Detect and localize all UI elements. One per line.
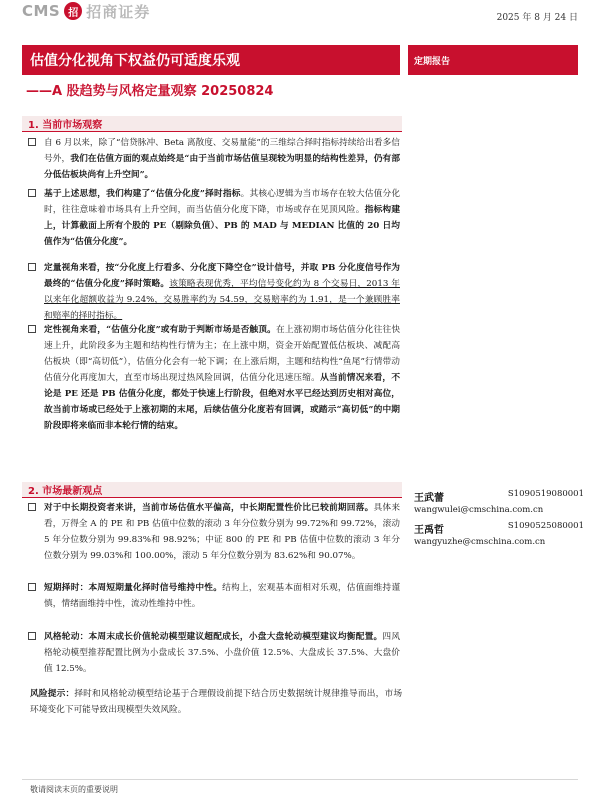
footer-disclaimer: 敬请阅读末页的重要说明 [30, 785, 118, 794]
bullet-square-icon [28, 189, 36, 197]
bullet-paragraph [30, 135, 400, 183]
analyst-license: S1090525080001 [507, 521, 584, 531]
footer-divider [22, 779, 578, 780]
section-heading-market-views: 2. 市场最新观点 [22, 482, 402, 498]
analyst-name: 王禹哲 [414, 525, 444, 536]
analyst-name: 王武蕾 [414, 493, 444, 504]
risk-text: 择时和风格轮动模型结论基于合理假设前提下结合历史数据统计规律推导而出，市场环境变化下可能导致出现模型失效风险。 [30, 689, 403, 715]
paragraph-text: 。其核心逻辑为当市场存在较大估值分化时，往往意味着市场具有上升空间，而当估值分化度下降，市场或存在见顶风险。 [44, 189, 401, 215]
paragraph-bold-text: 短期择时：本周短期量化择时信号维持中性。 [44, 583, 223, 593]
logo-cms-text: CMS [22, 2, 61, 20]
paragraph-bold-text: 定性视角来看，“估值分化度”或有助于判断市场是否触顶。 [44, 325, 277, 335]
bullet-square-icon [28, 325, 36, 333]
analyst-row [414, 521, 584, 536]
analyst-email[interactable]: wangyuzhe@cmschina.com.cn [414, 537, 546, 547]
company-logo [22, 0, 150, 22]
bullet-paragraph [30, 322, 400, 434]
analyst-email[interactable]: wangwulei@cmschina.com.cn [414, 505, 544, 515]
logo-chinese-text: 招商证券 [86, 2, 151, 21]
analyst-panel [414, 487, 584, 553]
risk-warning [30, 686, 402, 718]
analyst-license: S1090519080001 [507, 489, 584, 499]
paragraph-bold-text: 指标构建上，计算截面上所有个股的 PE（剔除负值）、PB 的 MAD 与 MEDIAN 比值的 20 日均值作为“估值分化度”。 [44, 205, 401, 247]
paragraph-bold-text: 基于上述思想，我们构建了“估值分化度”择时指标 [44, 189, 241, 199]
bullet-square-icon [28, 632, 36, 640]
bullet-square-icon [28, 263, 36, 271]
paragraph-bold-text: 风格轮动：本周末成长价值轮动模型建议超配成长，小盘大盘轮动模型建议均衡配置。 [44, 632, 383, 642]
logo-mark-icon: 招 [64, 2, 82, 20]
report-title: 估值分化视角下权益仍可适度乐观 [22, 45, 400, 75]
bullet-paragraph [30, 629, 400, 677]
bullet-square-icon [28, 583, 36, 591]
paragraph-bold-text: 定量视角来看，按“分化度上行看多、分化度下降空仓”设计信号，并取 PB 分化度信号作为最终的“估值分化度”择时策略。 [44, 263, 400, 289]
bullet-paragraph [30, 580, 400, 612]
report-date: 2025 年 8 月 24 日 [496, 13, 578, 23]
report-type-label: 定期报告 [408, 45, 578, 75]
report-subtitle: ——A 股趋势与风格定量观察 20250824 [26, 84, 274, 99]
paragraph-text: 四风格轮动模型推荐配置比例为小盘成长 37.5%、小盘价值 12.5%、大盘成长 37.5%、大盘价值 12.5%。 [44, 632, 401, 674]
paragraph-bold-text: 从当前情况来看，不论是 PE 还是 PB 估值分化度，都处于快速上行阶段，但绝对水平已经达到历史相对高位，故当前市场或已经处于上涨初期的末尾，后续估值分化度若有回调，或踏示“高切低”的中期阶段即将来临而非本轮行情的结束。 [44, 373, 401, 431]
bullet-paragraph [30, 500, 400, 564]
paragraph-underlined-text: 该策略表现优秀，平均信号变化约为 8 个交易日，2013 年以来年化超额收益为 9.24%，交易胜率约为 54.59，交易赔率约为 1.91，是一个兼顾胜率和赔率的择时指标。 [44, 279, 400, 321]
analyst-row [414, 489, 584, 504]
bullet-square-icon [28, 138, 36, 146]
paragraph-text: 在上涨初期市场估值分化往往快速上升，此阶段多为主题和结构性行情为主；在上涨中期，资金开始配置低估板块、减配高估板块（即“高切低”），估值分化会有一轮下调；在上涨后期，主题和结构性“鱼尾”行情带动估值分化再度加大，直至市场出现过热风险回调，估值分化迅速压缩。 [44, 325, 401, 383]
paragraph-text: 具体来看，万得全 A 的 PE 和 PB 估值中位数的滚动 3 年分位数分别为 99.72%和 99.72%，滚动 5 年分位数分别为 99.83%和 98.92%；中证 800 的 PE 和 PB 估值中位数的滚动 3 年分位数分别为 99.03%和 100.00%，滚动 5 年分位数分别为 83.62%和 90.07%。 [44, 503, 401, 561]
paragraph-bold-text: 我们在估值方面的观点始终是“由于当前市场估值呈现较为明显的结构性差异，仍有部分低估板块尚有上升空间”。 [44, 154, 401, 180]
section-heading-current-market: 1. 当前市场观察 [22, 116, 402, 132]
bullet-square-icon [28, 503, 36, 511]
paragraph-bold-text: 对于中长期投资者来讲，当前市场估值水平偏高，中长期配置性价比已较前期回落。 [44, 503, 374, 513]
bullet-paragraph [30, 186, 400, 250]
risk-label: 风险提示： [30, 689, 75, 699]
paragraph-text: 结构上，宏观基本面相对乐观，估值面维持谨慎，情绪面维持中性，流动性维持中性。 [44, 583, 401, 609]
bullet-paragraph [30, 260, 400, 324]
paragraph-text: 自 6 月以来，除了“信贷脉冲、Beta 离散度、交易量能”的三维综合择时指标持续给出看多信号外， [44, 138, 400, 164]
